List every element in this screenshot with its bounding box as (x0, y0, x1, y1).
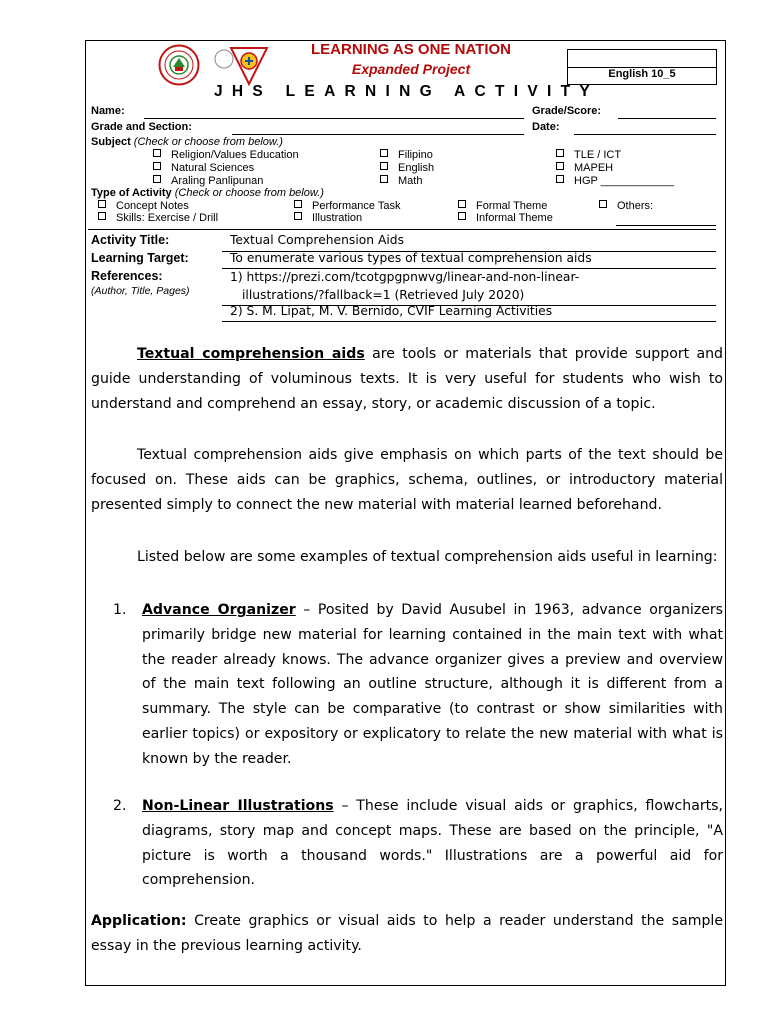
term-advance-organizer: Advance Organizer (142, 602, 296, 618)
grade-section-field[interactable] (232, 134, 524, 135)
type-option[interactable]: Skills: Exercise / Drill (98, 212, 218, 224)
grade-score-field[interactable] (618, 118, 716, 119)
subject-code: English 10_5 (608, 68, 676, 80)
subject-option[interactable]: HGP ____________ (556, 175, 674, 187)
reference-line (222, 321, 716, 322)
type-heading (91, 187, 324, 199)
checkbox-icon[interactable] (153, 162, 161, 170)
checkbox-icon[interactable] (380, 149, 388, 157)
checkbox-icon[interactable] (556, 149, 564, 157)
subject-option[interactable]: Natural Sciences (153, 162, 254, 174)
list-item-advance-organizer: Advance Organizer – Posited by David Ausubel in 1963, advance organizers primarily bridge new material for learning contained in the main text with what the reader already knows. The advance organizer gives a preview and overview of the main text following an outline structure, although it is different from a summary. The style can be comparative (to contrast or show similarities with earlier topics) or expository or explicatory to relate the new material with what is known by the reader. (142, 602, 724, 767)
activity-title-label: Activity Title: (91, 233, 170, 247)
subject-option[interactable]: English (380, 162, 434, 174)
checkbox-icon[interactable] (153, 149, 161, 157)
type-option[interactable]: Formal Theme (458, 200, 547, 212)
checkbox-icon[interactable] (556, 175, 564, 183)
checkbox-icon[interactable] (153, 175, 161, 183)
page-subtitle: Expanded Project (351, 61, 471, 77)
checkbox-icon[interactable] (556, 162, 564, 170)
application-paragraph: Application: Create graphics or visual aids to help a reader understand the sample essay in the previous learning activity. (91, 913, 723, 954)
term-non-linear-illustrations: Non-Linear Illustrations (142, 798, 334, 814)
subject-option[interactable]: Math (380, 175, 422, 187)
type-label: Type of Activity (91, 187, 172, 199)
term-textual-comprehension-aids: Textual comprehension aids (137, 346, 365, 362)
checkbox-icon[interactable] (599, 200, 607, 208)
subject-option[interactable]: Araling Panlipunan (153, 175, 263, 187)
checkbox-icon[interactable] (458, 200, 466, 208)
learning-target-line (222, 268, 716, 269)
references-label: References: (91, 269, 163, 283)
learning-target-label: Learning Target: (91, 251, 189, 265)
activity-heading: JHS LEARNING ACTIVITY (214, 83, 600, 100)
date-field[interactable] (574, 134, 716, 135)
type-option[interactable]: Informal Theme (458, 212, 553, 224)
section-divider (88, 229, 716, 230)
subject-option[interactable]: MAPEH (556, 162, 613, 174)
list-item-non-linear-illustrations: Non-Linear Illustrations – These include visual aids or graphics, flowcharts, diagrams, story map and concept maps. These are based on the principle, "A picture is worth a thousand words." Illustrations are a powerful aid for comprehension. (142, 798, 723, 889)
subject-hint: (Check or choose from below.) (133, 136, 283, 148)
subject-option[interactable]: Filipino (380, 149, 433, 161)
grade-section-label: Grade and Section: (91, 121, 192, 133)
reference-1-line-2: illustrations/?fallback=1 (Retrieved July 2020) (242, 288, 525, 302)
reference-2: 2) S. M. Lipat, M. V. Bernido, CVIF Learning Activities (230, 304, 553, 318)
paragraph-3: Listed below are some examples of textual comprehension aids useful in learning: (137, 549, 718, 565)
learning-target-value: To enumerate various types of textual comprehension aids (230, 251, 592, 265)
type-option[interactable]: Concept Notes (98, 200, 189, 212)
subject-label: Subject (91, 136, 131, 148)
date-label: Date: (532, 121, 560, 133)
subject-option[interactable]: TLE / ICT (556, 149, 621, 161)
checkbox-icon[interactable] (294, 212, 302, 220)
checkbox-icon[interactable] (98, 200, 106, 208)
name-field[interactable] (144, 118, 524, 119)
references-hint: (Author, Title, Pages) (91, 285, 190, 297)
type-option[interactable]: Others: (599, 200, 653, 212)
activity-title-value: Textual Comprehension Aids (230, 233, 405, 247)
checkbox-icon[interactable] (458, 212, 466, 220)
grade-score-label: Grade/Score: (532, 105, 602, 117)
subject-option[interactable]: Religion/Values Education (153, 149, 299, 161)
checkbox-icon[interactable] (294, 200, 302, 208)
application-label: Application: (91, 913, 187, 929)
type-hint: (Check or choose from below.) (174, 187, 324, 199)
list-number: 1. (113, 602, 127, 618)
type-option[interactable]: Performance Task (294, 200, 400, 212)
name-label: Name: (91, 105, 125, 117)
paragraph-2: Textual comprehension aids give emphasis on which parts of the text should be focused on. These aids can be graphics, schema, outlines, or introductory material presented simply to connect the new material with material learned beforehand. (91, 447, 723, 513)
checkbox-icon[interactable] (380, 175, 388, 183)
reference-1-line-1: 1) https://prezi.com/tcotgpgpnwvg/linear-and-non-linear- (230, 270, 580, 284)
checkbox-icon[interactable] (98, 212, 106, 220)
paragraph-1: Textual comprehension aids are tools or materials that provide support and guide understanding of voluminous texts. It is very useful for students who wish to understand and comprehend an essay, story, or academic discussion of a topic. (91, 346, 723, 412)
subject-heading (91, 136, 283, 148)
page-title: LEARNING AS ONE NATION (310, 41, 511, 58)
type-option[interactable]: Illustration (294, 212, 362, 224)
subject-code-box (567, 49, 717, 85)
deped-logo (207, 44, 272, 88)
others-field[interactable] (616, 225, 716, 226)
school-seal-logo (158, 44, 200, 86)
list-number: 2. (113, 798, 127, 814)
checkbox-icon[interactable] (380, 162, 388, 170)
